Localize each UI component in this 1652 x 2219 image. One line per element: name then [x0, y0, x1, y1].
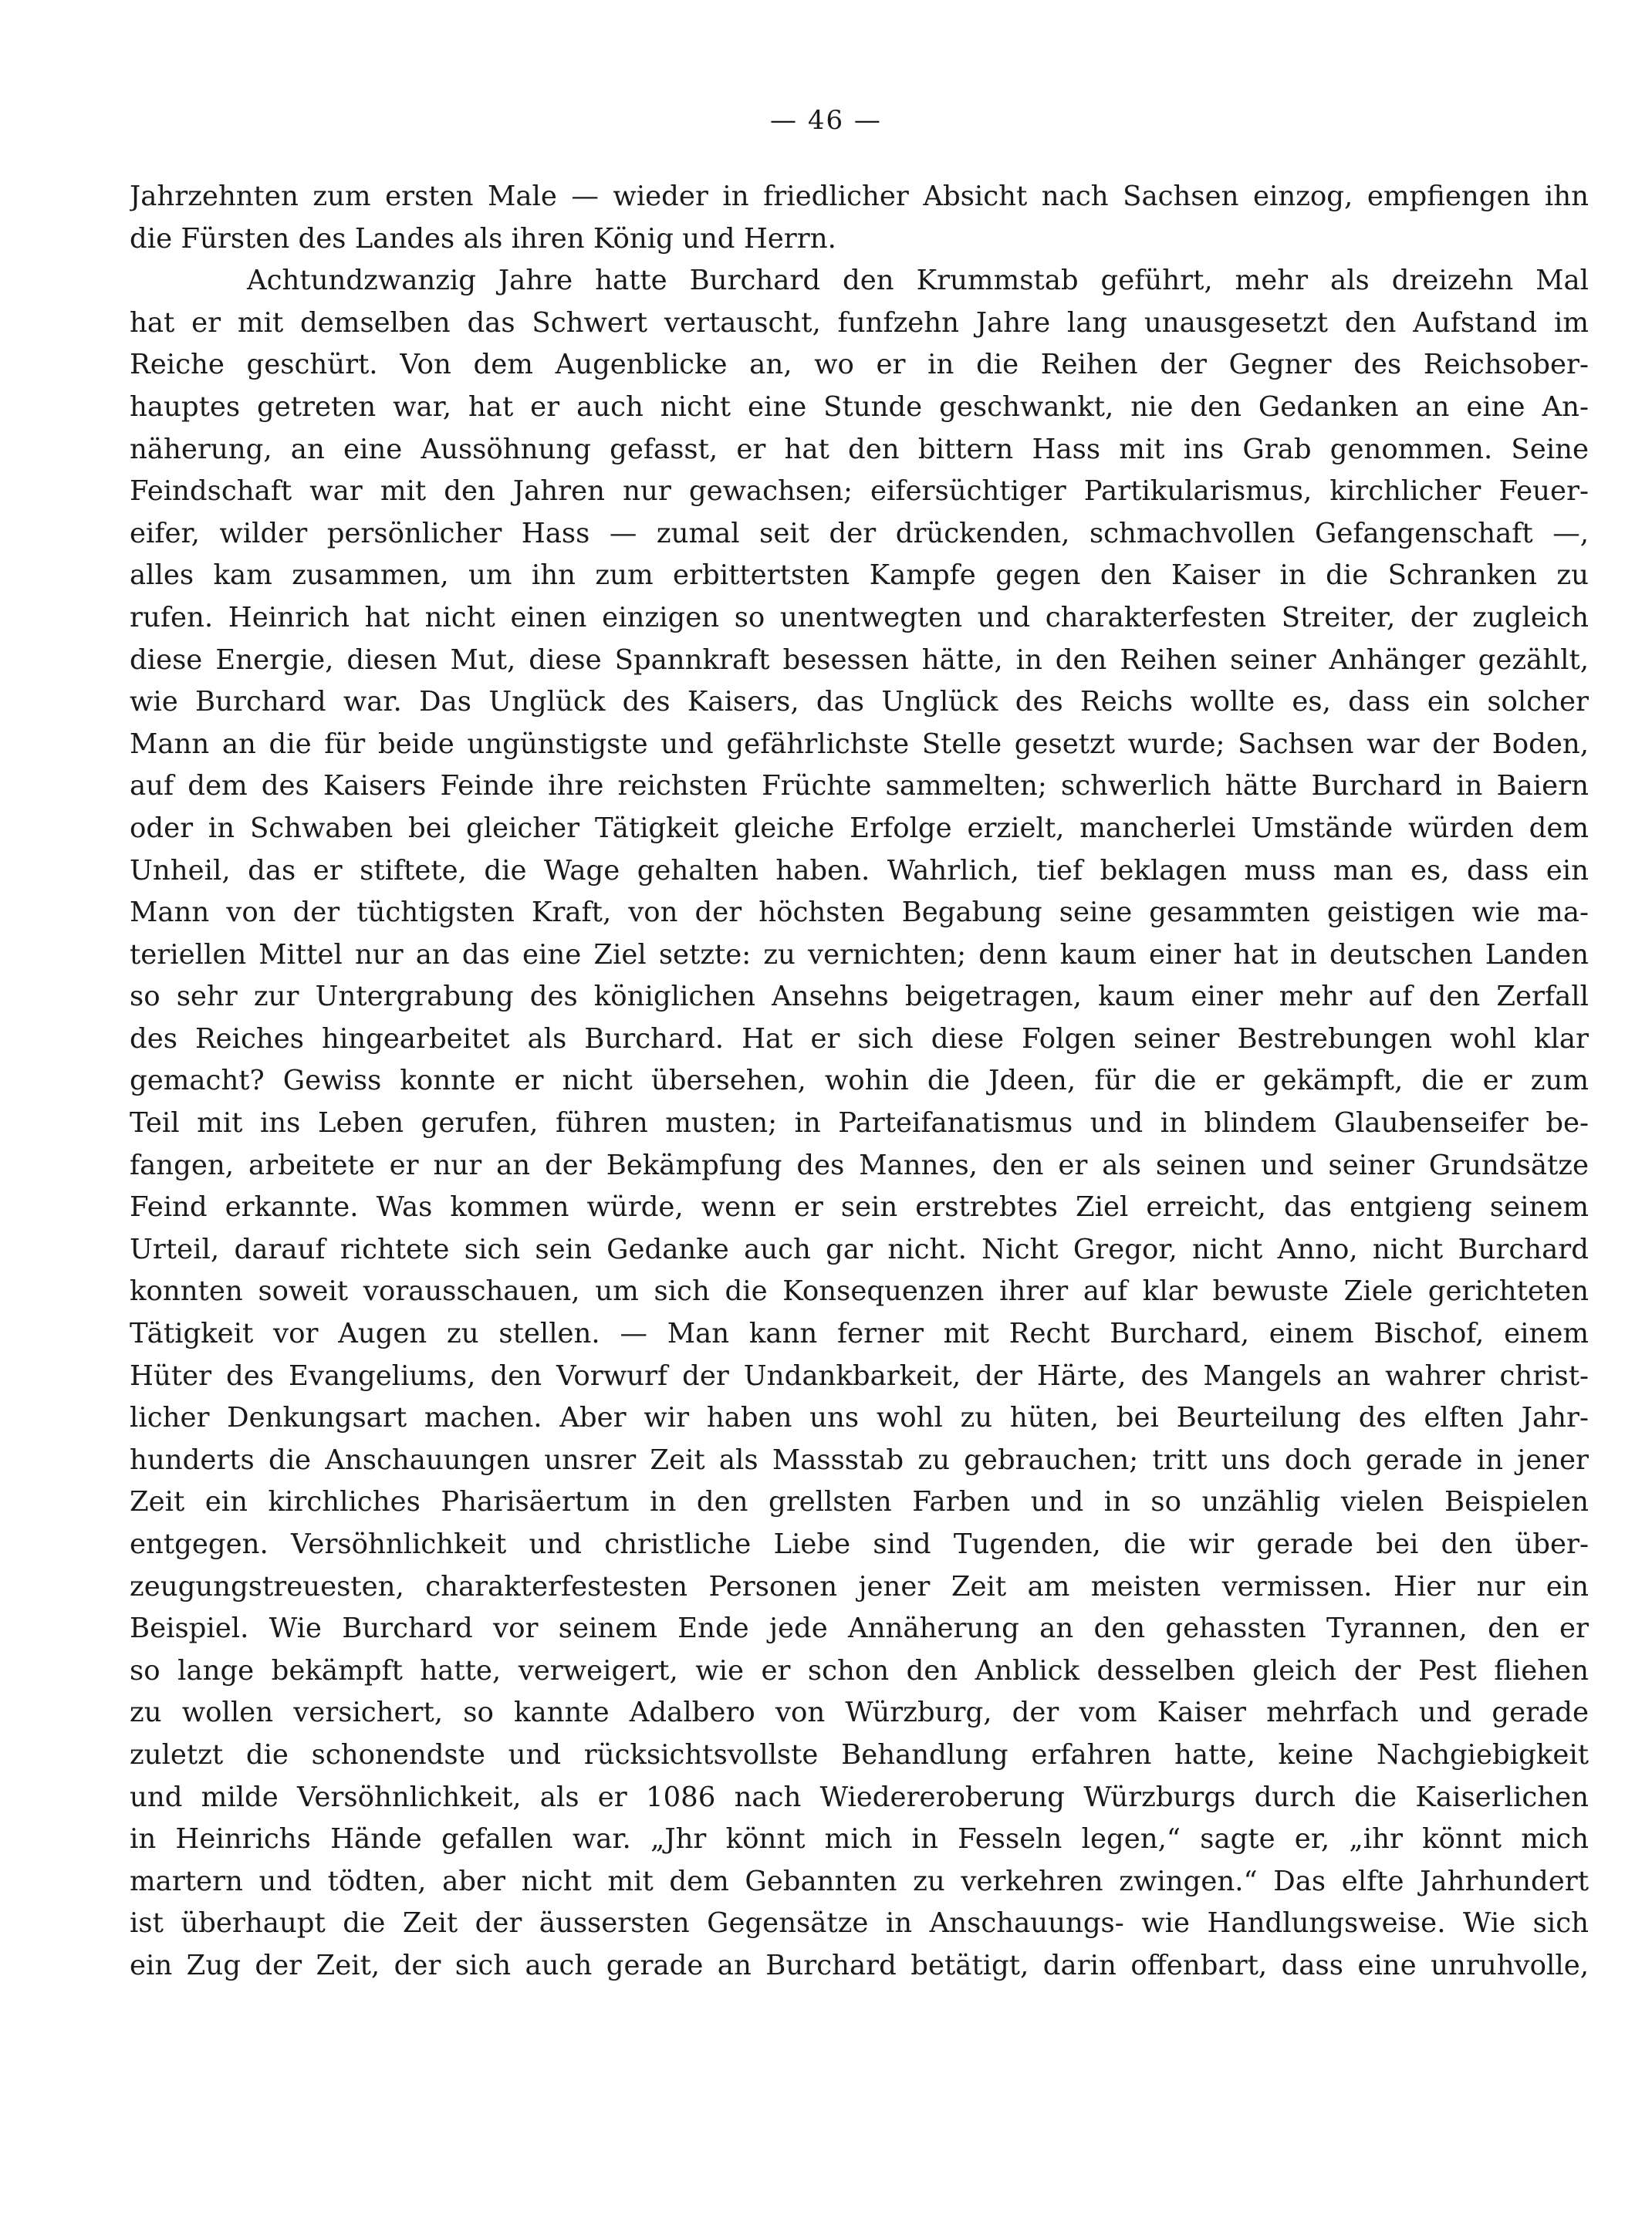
text-line: Reiche geschürt. Von dem Augenblicke an, wo er in die Reihen der Gegner des Reichsober-	[130, 349, 1589, 381]
text-line: Achtundzwanzig Jahre hatte Burchard den Krummstab geführt, mehr als dreizehn Mal	[247, 265, 1589, 297]
text-line: Tätigkeit vor Augen zu stellen. — Man kann ferner mit Recht Burchard, einem Bischof, einem	[130, 1318, 1589, 1350]
text-line: in Heinrichs Hände gefallen war. „Jhr könnt mich in Fesseln legen,“ sagte er, „ihr könnt mich	[130, 1823, 1589, 1856]
text-line: gemacht? Gewiss konnte er nicht übersehen, wohin die Jdeen, für die er gekämpft, die er zum	[130, 1065, 1589, 1097]
text-line: eifer, wilder persönlicher Hass — zumal seit der drückenden, schmachvollen Gefangenschaft —,	[130, 517, 1589, 549]
text-line: ein Zug der Zeit, der sich auch gerade an Burchard betätigt, darin offenbart, dass eine unruhvolle,	[130, 1949, 1589, 1981]
text-line: wie Burchard war. Das Unglück des Kaisers, das Unglück des Reichs wollte es, dass ein solcher	[130, 686, 1589, 718]
text-line: Zeit ein kirchliches Pharisäertum in den grellsten Farben und in so unzählig vielen Beispielen	[130, 1486, 1589, 1518]
text-line: so lange bekämpft hatte, verweigert, wie er schon den Anblick desselben gleich der Pest fliehen	[130, 1654, 1589, 1687]
text-line: Beispiel. Wie Burchard vor seinem Ende jede Annäherung an den gehassten Tyrannen, den er	[130, 1613, 1589, 1645]
body-text	[130, 176, 1589, 1988]
text-line: auf dem des Kaisers Feinde ihre reichsten Früchte sammelten; schwerlich hätte Burchard in Baiern	[130, 770, 1589, 802]
text-line: des Reiches hingearbeitet als Burchard. Hat er sich diese Folgen seiner Bestrebungen wohl klar	[130, 1022, 1589, 1055]
text-line: entgegen. Versöhnlichkeit und christliche Liebe sind Tugenden, die wir gerade bei den über-	[130, 1528, 1589, 1560]
text-line: und milde Versöhnlichkeit, als er 1086 nach Wiedereroberung Würzburgs durch die Kaiserlichen	[130, 1781, 1589, 1813]
text-line: die Fürsten des Landes als ihren König und Herrn.	[130, 222, 836, 255]
text-line: diese Energie, diesen Mut, diese Spannkraft besessen hätte, in den Reihen seiner Anhänger gezählt,	[130, 643, 1589, 676]
text-line: Feind erkannte. Was kommen würde, wenn er sein erstrebtes Ziel erreicht, das entgieng seinem	[130, 1191, 1589, 1224]
text-line: Mann von der tüchtigsten Kraft, von der höchsten Begabung seine gesammten geistigen wie ma-	[130, 897, 1589, 929]
text-line: Hüter des Evangeliums, den Vorwurf der Undankbarkeit, der Härte, des Mangels an wahrer christ-	[130, 1359, 1589, 1392]
text-line: Jahrzehnten zum ersten Male — wieder in friedlicher Absicht nach Sachsen einzog, empfiengen ihn	[130, 181, 1589, 212]
text-line: so sehr zur Untergrabung des königlichen Ansehns beigetragen, kaum einer mehr auf den Zerfall	[130, 981, 1589, 1013]
text-line: näherung, an eine Aussöhnung gefasst, er hat den bittern Hass mit ins Grab genommen. Seine	[130, 433, 1589, 465]
text-line: Urteil, darauf richtete sich sein Gedanke auch gar nicht. Nicht Gregor, nicht Anno, nicht Burchard	[130, 1233, 1589, 1265]
text-line: Feindschaft war mit den Jahren nur gewachsen; eifersüchtiger Partikularismus, kirchlicher Feuer-	[130, 475, 1589, 508]
text-line: martern und tödten, aber nicht mit dem Gebannten zu verkehren zwingen.“ Das elfte Jahrhundert	[130, 1865, 1589, 1897]
text-line: hunderts die Anschauungen unsrer Zeit als Massstab zu gebrauchen; tritt uns doch gerade in jener	[130, 1444, 1589, 1476]
text-line: ist überhaupt die Zeit der äussersten Gegensätze in Anschauungs- wie Handlungsweise. Wie sich	[130, 1907, 1589, 1940]
text-line: alles kam zusammen, um ihn zum erbittertsten Kampfe gegen den Kaiser in die Schranken zu	[130, 559, 1589, 592]
text-line: teriellen Mittel nur an das eine Ziel setzte: zu vernichten; denn kaum einer hat in deutschen Landen	[130, 938, 1589, 971]
text-line: hauptes getreten war, hat er auch nicht eine Stunde geschwankt, nie den Gedanken an eine An-	[130, 390, 1589, 423]
text-line: zu wollen versichert, so kannte Adalbero von Würzburg, der vom Kaiser mehrfach und gerade	[130, 1697, 1589, 1729]
text-line: rufen. Heinrich hat nicht einen einzigen so unentwegten und charakterfesten Streiter, der zugleich	[130, 601, 1589, 633]
page-number: — 46 —	[770, 105, 882, 136]
text-line: zuletzt die schonendste und rücksichtsvollste Behandlung erfahren hatte, keine Nachgiebigkeit	[130, 1738, 1589, 1771]
text-line: Mann an die für beide ungünstigste und gefährlichste Stelle gesetzt wurde; Sachsen war der Boden,	[130, 728, 1589, 760]
text-line: zeugungstreuesten, charakterfestesten Personen jener Zeit am meisten vermissen. Hier nur ein	[130, 1570, 1589, 1603]
text-line: Teil mit ins Leben gerufen, führen musten; in Parteifanatismus und in blindem Glaubenseifer be-	[130, 1107, 1589, 1140]
text-line: oder in Schwaben bei gleicher Tätigkeit gleiche Erfolge erzielt, mancherlei Umstände würden dem	[130, 812, 1589, 844]
text-line: licher Denkungsart machen. Aber wir haben uns wohl zu hüten, bei Beurteilung des elften Jahr-	[130, 1402, 1589, 1434]
text-line: Unheil, das er stiftete, die Wage gehalten haben. Wahrlich, tief beklagen muss man es, dass ein	[130, 854, 1589, 887]
text-line: konnten soweit vorausschauen, um sich die Konsequenzen ihrer auf klar bewuste Ziele gerichteten	[130, 1275, 1589, 1308]
text-line: hat er mit demselben das Schwert vertauscht, funfzehn Jahre lang unausgesetzt den Aufstand im	[130, 306, 1589, 339]
text-line: fangen, arbeitete er nur an der Bekämpfung des Mannes, den er als seinen und seiner Grundsätze	[130, 1149, 1589, 1181]
